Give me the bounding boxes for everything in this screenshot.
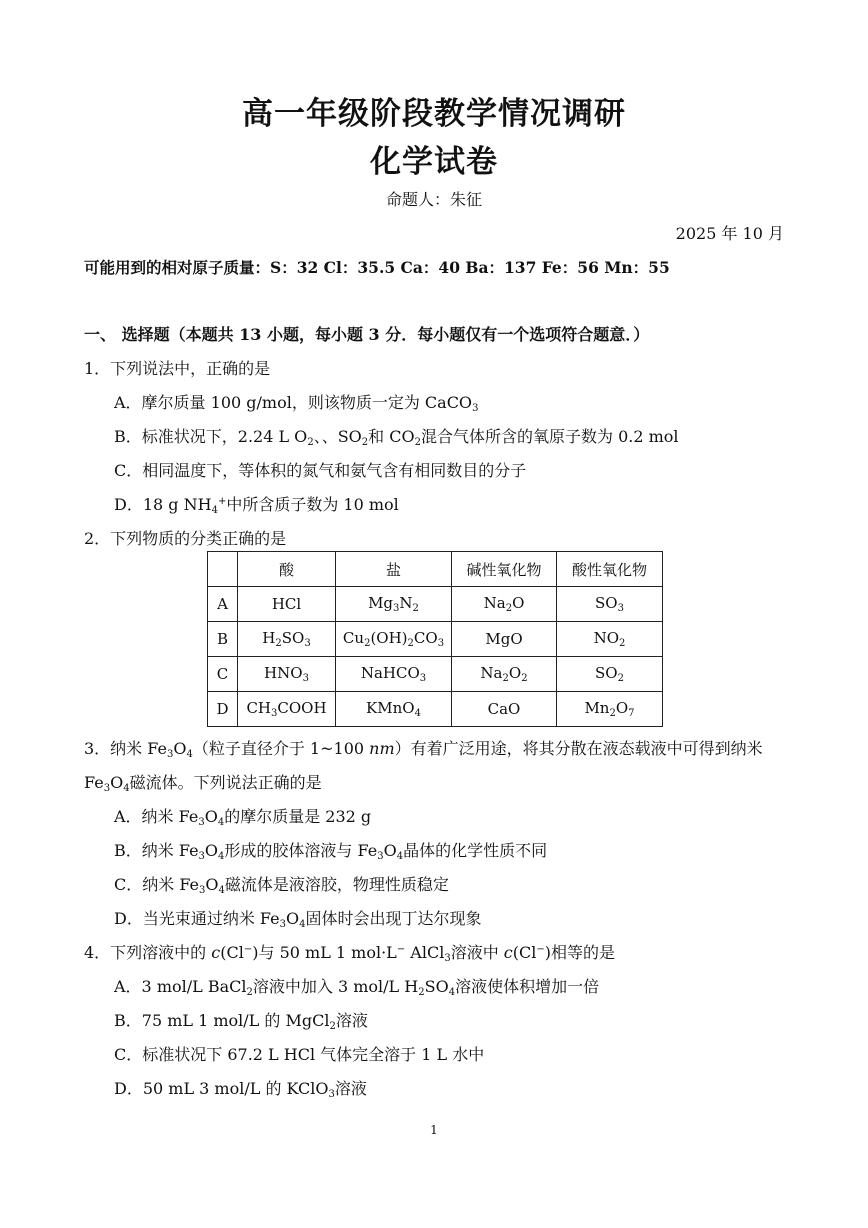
table-row (208, 622, 663, 657)
table-row (208, 657, 663, 692)
row-label: C (208, 657, 238, 692)
table-cell: $Cu_2(OH)_2CO_3$ (336, 622, 452, 657)
q4-option-d: D．50 mL 3 mol/L 的 KClO$_3$溶液 (114, 1079, 367, 1100)
q3-stem-line1: 3．纳米 $Fe_3O_4$（粒子直径介于 1~100 nm）有着广泛用途，将其分散在液态载液中可得到纳米 (84, 739, 763, 760)
q1-option-c: C．相同温度下，等体积的氮气和氨气含有相同数目的分子 (114, 461, 527, 480)
table-header-cell: 酸性氧化物 (557, 552, 663, 587)
author-line: 命题人：朱征 (385, 190, 482, 209)
q4-option-b: B．75 mL 1 mol/L 的 MgCl$_2$溶液 (114, 1011, 368, 1032)
q3-stem-line2: $Fe_3O_4$磁流体。下列说法正确的是 (84, 773, 322, 794)
table-cell: NaHCO$_3$ (336, 657, 452, 692)
section-heading: 一、 选择题（本题共 13 小题，每小题 3 分．每小题仅有一个选项符合题意．） (84, 325, 650, 344)
table-cell: $Mn_2O_7$ (557, 692, 663, 727)
table-row (208, 587, 663, 622)
table-cell: $Na_2O_2$ (452, 657, 557, 692)
table-header-cell: 碱性氧化物 (452, 552, 557, 587)
row-label: D (208, 692, 238, 727)
table-cell: $SO_2$ (557, 657, 663, 692)
table-cell: CaO (452, 692, 557, 727)
table-header-cell: 盐 (336, 552, 452, 587)
table-header-row (208, 552, 663, 587)
table-cell: $Na_2O$ (452, 587, 557, 622)
q2-stem: 2．下列物质的分类正确的是 (84, 529, 287, 548)
row-label: A (208, 587, 238, 622)
page-number: 1 (430, 1123, 438, 1137)
table-cell: $Mg_3N_2$ (336, 587, 452, 622)
table-cell: KMnO$_4$ (336, 692, 452, 727)
table-cell: HCl (238, 587, 336, 622)
table-cell: $SO_3$ (557, 587, 663, 622)
exam-date: 2025 年 10 月 (675, 224, 784, 243)
table-cell: $NO_2$ (557, 622, 663, 657)
row-label: B (208, 622, 238, 657)
q4-option-c: C．标准状况下 67.2 L HCl 气体完全溶于 1 L 水中 (114, 1045, 485, 1064)
table-cell: $CH_3COOH$ (238, 692, 336, 727)
q1-option-a: A．摩尔质量 100 g/mol，则该物质一定为 CaCO$_3$ (114, 393, 479, 414)
q1-option-b: B．标准状况下，2.24 L $O_2$、、$SO_2$和 $CO_2$混合气体所含的氧原子数为 0.2 mol (114, 427, 679, 448)
q4-option-a: A．3 mol/L BaCl$_2$溶液中加入 3 mol/L $H_2SO_4$溶液使体积增加一倍 (114, 977, 600, 998)
q1-option-d: D．18 g $NH_4^+$中所含质子数为 10 mol (114, 495, 399, 516)
table-cell: $HNO_3$ (238, 657, 336, 692)
q3-option-c: C．纳米 $Fe_3O_4$磁流体是液溶胶，物理性质稳定 (114, 875, 449, 896)
q3-option-d: D．当光束通过纳米 $Fe_3O_4$固体时会出现丁达尔现象 (114, 909, 482, 930)
classification-table (207, 551, 663, 727)
q3-option-b: B．纳米 $Fe_3O_4$形成的胶体溶液与 $Fe_3O_4$晶体的化学性质不同 (114, 841, 548, 862)
table-cell: $H_2SO_3$ (238, 622, 336, 657)
table-header-cell: 酸 (238, 552, 336, 587)
atomic-masses-line: 可能用到的相对原子质量：S：32 Cl：35.5 Ca：40 Ba：137 Fe：56 Mn：55 (84, 258, 670, 277)
q4-stem: 4．下列溶液中的 c(Cl−)与 50 mL 1 mol·L− AlCl$_3$溶液中 c(Cl−)相等的是 (84, 943, 616, 964)
subject-title: 化学试卷 (370, 144, 498, 180)
exam-title: 高一年级阶段教学情况调研 (242, 96, 626, 132)
table-header-cell (208, 552, 238, 587)
table-cell: MgO (452, 622, 557, 657)
table-row (208, 692, 663, 727)
q1-stem: 1．下列说法中，正确的是 (84, 359, 271, 378)
q3-option-a: A．纳米 $Fe_3O_4$的摩尔质量是 232 g (114, 807, 372, 828)
